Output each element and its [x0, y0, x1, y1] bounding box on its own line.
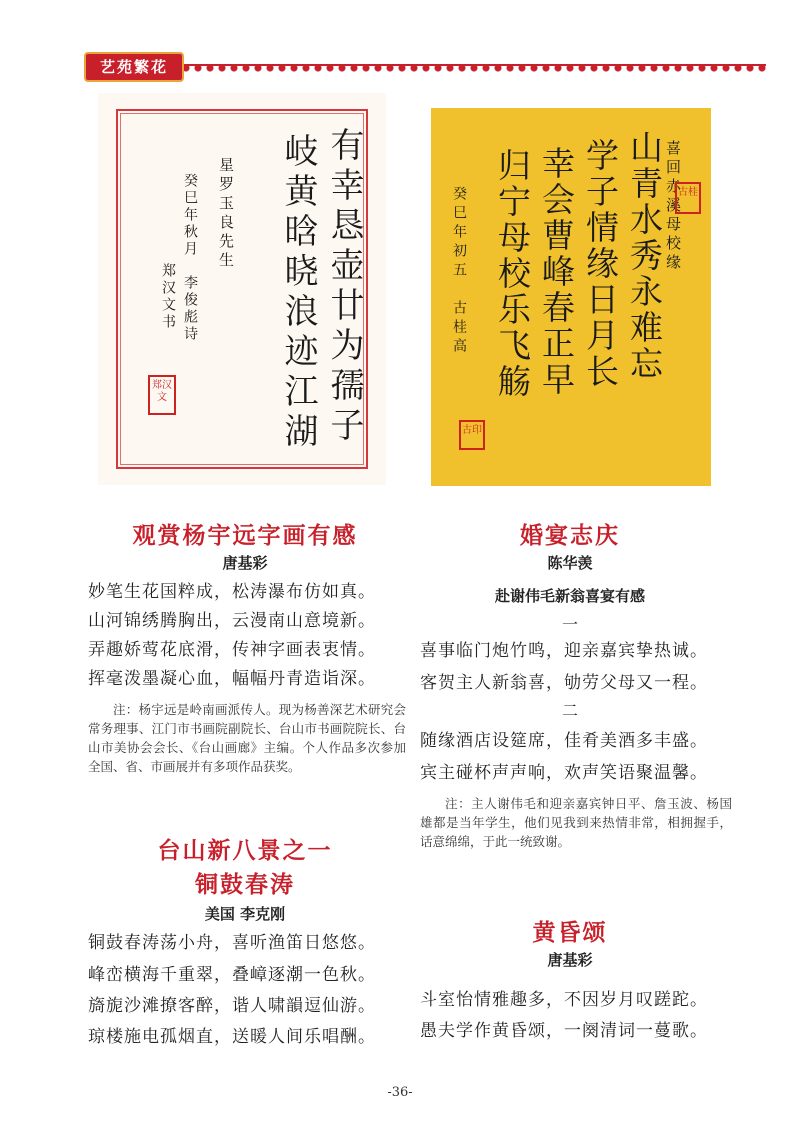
poem-line: 旖旎沙滩撩客醉，谐人啸韻逗仙游。	[88, 996, 376, 1016]
calligraphy-column: 郑汉文书	[160, 263, 176, 331]
poem-line: 铜鼓春涛荡小舟，喜听渔笛日悠悠。	[88, 933, 376, 953]
calligraphy-column: 癸巳年秋月 李俊彪诗	[182, 173, 198, 343]
part-label: 一	[561, 615, 578, 634]
article-title: 黄昏颂	[532, 920, 608, 946]
article-subtitle: 赴谢伟毛新翁喜宴有感	[494, 587, 645, 605]
calligraphy-column: 幸会曹峰春正早	[537, 146, 576, 398]
calligraphy-column: 岐黄晗晓浪迹江湖	[278, 133, 318, 453]
article-title: 铜鼓春涛	[195, 872, 295, 898]
header-ornament	[180, 66, 766, 80]
poem-line: 愚夫学作黄昏颂，一阕清词一蔓歌。	[420, 1021, 708, 1041]
article-author: 陈华羡	[547, 554, 593, 572]
article-title: 婚宴志庆	[520, 523, 620, 549]
calligraphy-column: 归宁母校乐飞觞	[493, 148, 532, 400]
calligraphy-column: 学子情缘日月长	[581, 138, 620, 390]
calligraphy-column: 喜回赤溪母校缘	[664, 140, 682, 273]
page-header	[0, 0, 800, 90]
calligraphy-image-left	[98, 93, 386, 485]
poem-line: 随缘酒店设筵席，佳肴美酒多丰盛。	[420, 731, 708, 751]
section-logo: 艺苑繁花	[84, 52, 184, 82]
article-author: 唐基彩	[222, 554, 268, 572]
article-title: 台山新八景之一	[157, 838, 333, 864]
calligraphy-image-right	[431, 108, 711, 486]
poem-line: 峰峦横海千重翠，叠嶂逐潮一色秋。	[88, 965, 376, 985]
poem-line: 山河锦绣腾胸出，云漫南山意境新。	[88, 611, 376, 631]
seal-stamp: 郑汉文	[148, 375, 176, 415]
article-title: 观赏杨宇远字画有感	[132, 523, 358, 549]
poem-line: 客贺主人新翁喜，劬劳父母又一程。	[420, 673, 708, 693]
article-note: 注：主人谢伟毛和迎亲嘉宾钟日平、詹玉波、杨国雄都是当年学生，他们见我到来热情非常，相拥握手，话意绵绵，于此一统致谢。	[420, 796, 732, 849]
poem-line: 妙笔生花国粹成，松涛瀑布仿如真。	[88, 582, 376, 602]
poem-line: 挥毫泼墨凝心血，幅幅丹青造诣深。	[88, 669, 376, 689]
poem-line: 弄趣娇莺花底滑，传神字画表衷情。	[88, 640, 376, 660]
article-author: 美国 李克刚	[204, 905, 286, 923]
poem-line: 喜事临门炮竹鸣，迎亲嘉宾挚热诚。	[420, 641, 708, 661]
calligraphy-column: 星罗玉良先生	[217, 157, 235, 271]
seal-stamp: 古印	[459, 420, 485, 450]
page-number: -36-	[387, 1085, 413, 1100]
calligraphy-column: 癸巳年初五 古桂高	[451, 186, 467, 357]
article-note: 注：杨宇远是岭南画派传人。现为杨善深艺术研究会常务理事、江门市书画院副院长、台山市书画院院长、台山市美协会会长、《台山画廊》主编。个人作品多次参加全国、省、市画展并有多项作品获奖。	[88, 702, 406, 774]
poem-line: 宾主碰杯声声响，欢声笑语聚温馨。	[420, 763, 708, 783]
poem-line: 斗室怡情雅趣多，不因岁月叹蹉跎。	[420, 990, 708, 1010]
calligraphy-column: 有幸恳壶廿为孺子	[324, 127, 364, 447]
calligraphy-column: 山青水秀永难忘	[625, 130, 664, 382]
part-label: 二	[561, 701, 578, 720]
article-author: 唐基彩	[547, 951, 593, 969]
seal-stamp: 古桂	[675, 182, 701, 214]
poem-line: 琼楼施电孤烟直，送暖人间乐唱酬。	[88, 1027, 376, 1047]
